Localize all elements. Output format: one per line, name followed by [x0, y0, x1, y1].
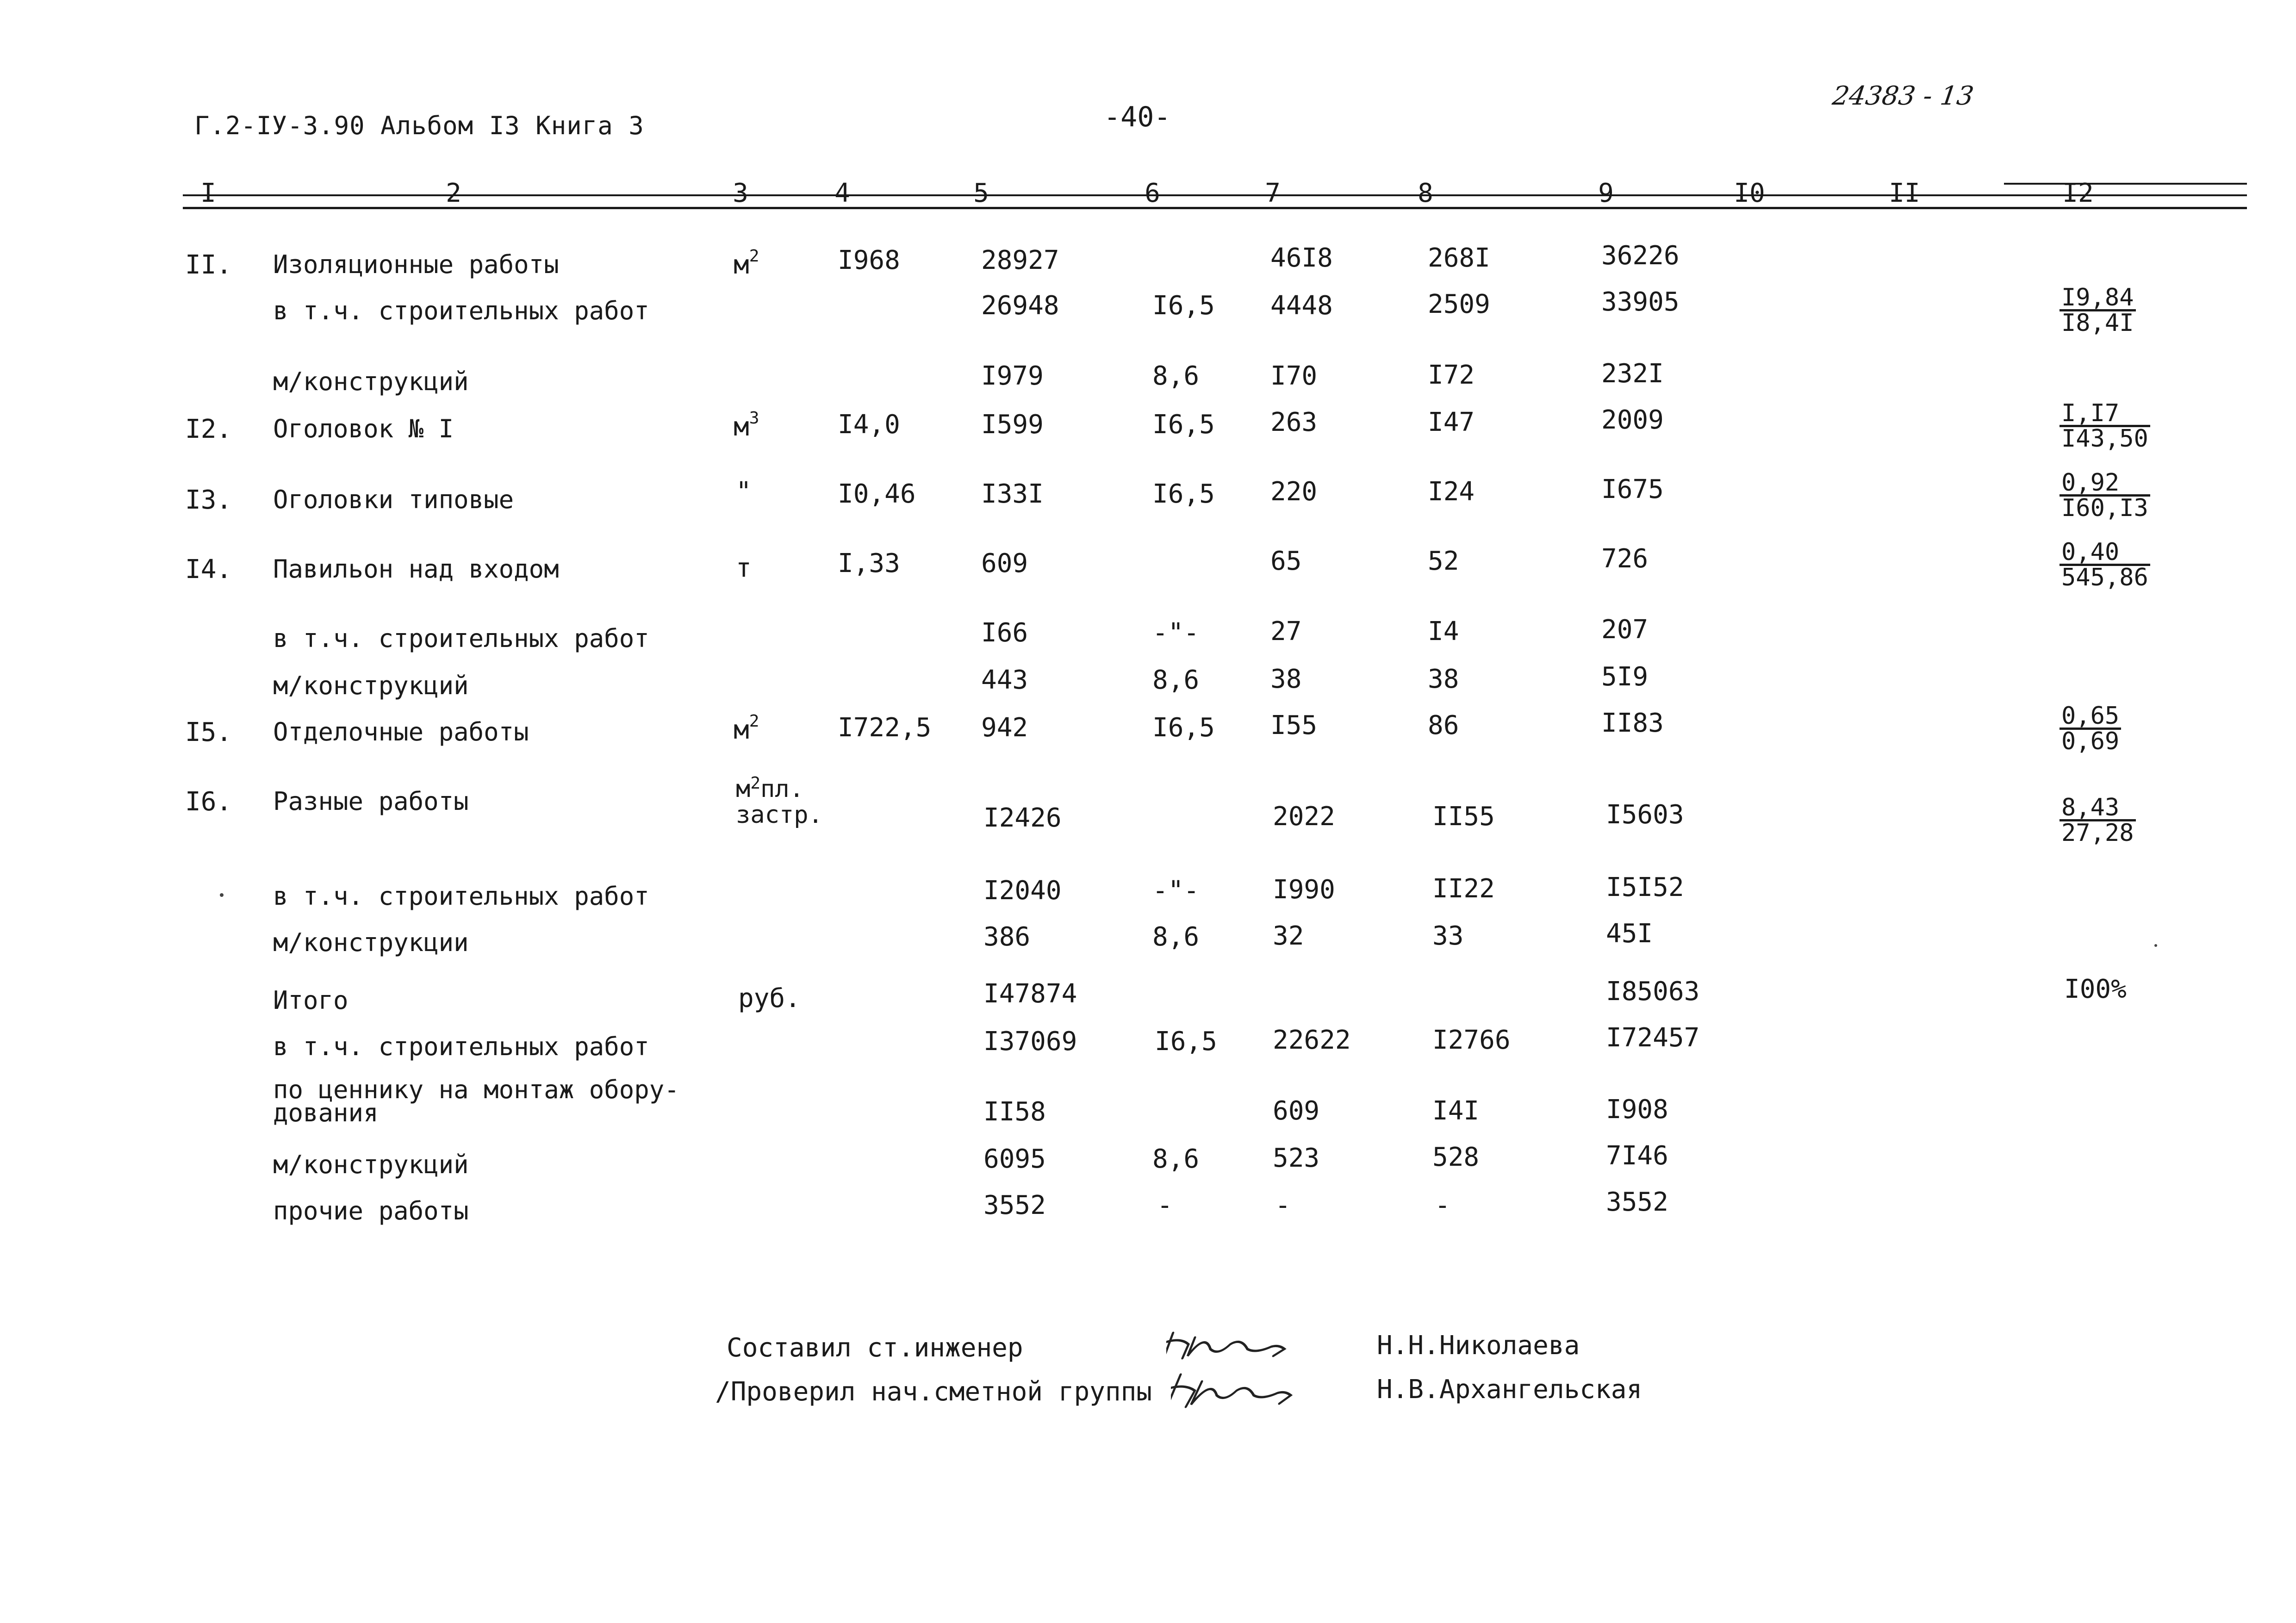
row-col9: II83: [1601, 708, 1664, 738]
row-col6: I6,5: [1155, 1026, 1217, 1057]
column-number: I2: [2062, 178, 2094, 208]
fraction-numerator: I9,84: [2060, 286, 2136, 311]
fraction-numerator: 0,40: [2060, 541, 2150, 566]
row-col5: I66: [981, 618, 1028, 648]
row-col6: 8,6: [1152, 1144, 1200, 1174]
row-col6: 8,6: [1152, 922, 1200, 952]
row-col9: I5603: [1606, 800, 1684, 830]
row-col9: I908: [1606, 1094, 1668, 1125]
row-col9: I675: [1601, 474, 1664, 504]
row-col9: I85063: [1606, 976, 1700, 1007]
row-col8: -: [1435, 1190, 1450, 1220]
row-col9: I72457: [1606, 1023, 1700, 1053]
row-name: м/конструкций: [273, 1150, 469, 1179]
fraction-denominator: I43,50: [2061, 425, 2148, 453]
row-col6: 8,6: [1152, 665, 1200, 695]
fraction-numerator: I,I7: [2060, 402, 2150, 427]
row-col8: I2766: [1432, 1025, 1511, 1055]
row-name: м/конструкций: [273, 367, 469, 396]
row-col9: 45I: [1606, 919, 1653, 949]
row-number: II.: [185, 250, 232, 280]
row-col5: I599: [981, 410, 1044, 440]
row-col9: 3552: [1606, 1187, 1668, 1217]
row-name: прочие работы: [273, 1196, 469, 1225]
row-col8: 2509: [1428, 289, 1490, 319]
row-col7: -: [1275, 1190, 1291, 1220]
column-number: 2: [446, 178, 461, 208]
column-number: 7: [1265, 178, 1281, 208]
fraction-denominator: I60,I3: [2061, 494, 2148, 522]
header-top-rule: [183, 194, 2247, 196]
page-number: -40-: [1104, 101, 1171, 133]
row-col12-fraction: [2060, 286, 2136, 335]
row-col6: I6,5: [1152, 713, 1215, 743]
row-name: в т.ч. строительных работ: [273, 1032, 649, 1061]
row-col8: II22: [1432, 874, 1495, 904]
row-col7: 220: [1270, 477, 1318, 507]
row-number: I4.: [185, 554, 232, 585]
row-col12-fraction: [2060, 796, 2136, 845]
row-col8: 528: [1432, 1142, 1480, 1172]
row-name: Изоляционные работы: [273, 250, 559, 279]
row-col7: 609: [1273, 1096, 1320, 1126]
row-col12-fraction: [2060, 399, 2150, 453]
row-col9: 726: [1601, 544, 1649, 574]
document-reference: Г.2-IУ-3.90 Альбом I3 Книга 3: [194, 111, 644, 140]
row-col9: 2009: [1601, 405, 1664, 435]
row-col9: 7I46: [1606, 1141, 1668, 1171]
column-number: I0: [1734, 178, 1765, 208]
column-number: I: [200, 178, 216, 208]
row-col8: II55: [1432, 802, 1495, 832]
column-number: 3: [733, 178, 748, 208]
row-col9: 5I9: [1601, 662, 1649, 692]
row-name: по ценнику на монтаж обору- дования: [273, 1075, 679, 1127]
row-col7: 65: [1270, 546, 1302, 576]
row-col7: 22622: [1273, 1025, 1351, 1055]
row-col12: I00%: [2064, 974, 2127, 1004]
row-col5: I979: [981, 361, 1044, 391]
row-col12-fraction: [2060, 471, 2150, 520]
row-name: Отделочные работы: [273, 717, 529, 746]
row-name: в т.ч. строительных работ: [273, 296, 649, 325]
row-quantity: I0,46: [838, 479, 916, 509]
row-col8: 268I: [1428, 243, 1490, 273]
fraction-numerator: 8,43: [2060, 796, 2136, 821]
row-unit: руб.: [738, 983, 801, 1014]
signature-compiled: [1166, 1324, 1300, 1365]
checked-by-name: Н.В.Архангельская: [1377, 1374, 1643, 1405]
row-unit: $м^2$: [734, 247, 759, 280]
row-name: м/конструкции: [273, 928, 469, 957]
column-number: 6: [1145, 178, 1160, 208]
row-col8: I47: [1428, 407, 1475, 437]
row-quantity: I968: [838, 245, 900, 275]
row-name: в т.ч. строительных работ: [273, 882, 649, 911]
row-col8: 52: [1428, 546, 1459, 576]
row-col8: 38: [1428, 664, 1459, 694]
row-col5: 26948: [981, 291, 1059, 321]
row-unit: $м^2$: [734, 712, 759, 745]
row-col5: I47874: [983, 979, 1077, 1009]
row-col5: II58: [983, 1097, 1046, 1127]
fraction-denominator: 545,86: [2061, 564, 2148, 591]
row-name: Павильон над входом: [273, 554, 559, 584]
row-col7: 263: [1270, 407, 1318, 437]
row-name: в т.ч. строительных работ: [273, 624, 649, 653]
row-col9: 232I: [1601, 359, 1664, 389]
column-number: 4: [834, 178, 850, 208]
row-col9: I5I52: [1606, 872, 1684, 902]
row-col6: -"-: [1152, 876, 1200, 906]
row-col6: I6,5: [1152, 479, 1215, 509]
row-name: Разные работы: [273, 787, 469, 816]
row-col6: -"-: [1152, 618, 1200, 648]
row-col7: I55: [1270, 710, 1318, 740]
row-col5: 3552: [983, 1190, 1046, 1220]
row-number: I5.: [185, 717, 232, 747]
signature-checked: [1171, 1368, 1305, 1414]
fraction-denominator: 27,28: [2061, 819, 2134, 847]
row-col7: 38: [1270, 664, 1302, 694]
row-col5: 386: [983, 922, 1031, 952]
row-col6: -: [1157, 1190, 1173, 1220]
row-col7: 523: [1273, 1143, 1320, 1173]
row-col8: I4I: [1432, 1096, 1480, 1126]
compiled-by-name: Н.Н.Николаева: [1377, 1331, 1580, 1361]
row-col5: 443: [981, 665, 1028, 695]
compiled-by-label: Составил ст.инженер: [727, 1333, 1023, 1363]
fraction-denominator: I8,4I: [2061, 309, 2134, 337]
row-col9: 33905: [1601, 287, 1680, 317]
row-col5: 28927: [981, 245, 1059, 275]
row-unit: $м^3$: [734, 409, 759, 442]
row-col8: I72: [1428, 360, 1475, 390]
row-col5: I37069: [983, 1026, 1077, 1057]
row-col8: 86: [1428, 710, 1459, 740]
row-name: м/конструкций: [273, 671, 469, 700]
row-col5: 6095: [983, 1144, 1046, 1174]
row-col9: 36226: [1601, 241, 1680, 271]
fraction-numerator: 0,92: [2060, 471, 2150, 497]
row-quantity: I4,0: [838, 410, 900, 440]
row-col7: I990: [1273, 875, 1335, 905]
row-name: Оголовок № I: [273, 414, 454, 443]
row-col6: 8,6: [1152, 361, 1200, 391]
row-unit: ": [736, 477, 752, 507]
row-number: I6.: [185, 787, 232, 817]
column-number: 8: [1418, 178, 1433, 208]
fraction-denominator: 0,69: [2061, 728, 2120, 755]
row-col9: 207: [1601, 615, 1649, 645]
scan-speck: [220, 893, 224, 897]
row-col6: I6,5: [1152, 410, 1215, 440]
row-col7: 46I8: [1270, 243, 1333, 273]
row-unit: $м^2пл$. застр.: [736, 774, 823, 829]
column-number: 5: [973, 178, 989, 208]
row-unit: т: [736, 553, 752, 583]
row-col5: I2426: [983, 803, 1062, 833]
row-col5: 609: [981, 548, 1028, 578]
row-col8: 33: [1432, 921, 1464, 951]
row-col5: I2040: [983, 876, 1062, 906]
row-number: I3.: [185, 485, 232, 515]
archive-number: 24383 - 13: [1830, 81, 1976, 111]
row-col8: I4: [1428, 616, 1459, 647]
row-col7: 2022: [1273, 802, 1335, 832]
fraction-numerator: 0,65: [2060, 704, 2121, 730]
header-top-rule-right: [2004, 183, 2247, 185]
row-col7: 4448: [1270, 291, 1333, 321]
row-name: Итого: [273, 986, 348, 1015]
header-bottom-rule: [183, 207, 2247, 209]
row-number: I2.: [185, 414, 232, 444]
row-col12-fraction: [2060, 704, 2121, 753]
row-col12-fraction: [2060, 538, 2150, 591]
column-number: II: [1889, 178, 1920, 208]
row-col5: 942: [981, 713, 1028, 743]
row-col7: 32: [1273, 921, 1304, 951]
row-name: Оголовки типовые: [273, 485, 514, 514]
row-quantity: I722,5: [838, 713, 932, 743]
row-col8: I24: [1428, 477, 1475, 507]
row-col7: 27: [1270, 616, 1302, 647]
scan-speck: [2154, 944, 2157, 947]
column-number: 9: [1598, 178, 1614, 208]
row-col7: I70: [1270, 361, 1318, 391]
checked-by-label: /Проверил нач.сметной группы: [715, 1377, 1152, 1407]
row-quantity: I,33: [838, 548, 900, 578]
row-col6: I6,5: [1152, 291, 1215, 321]
row-col5: I33I: [981, 479, 1044, 509]
